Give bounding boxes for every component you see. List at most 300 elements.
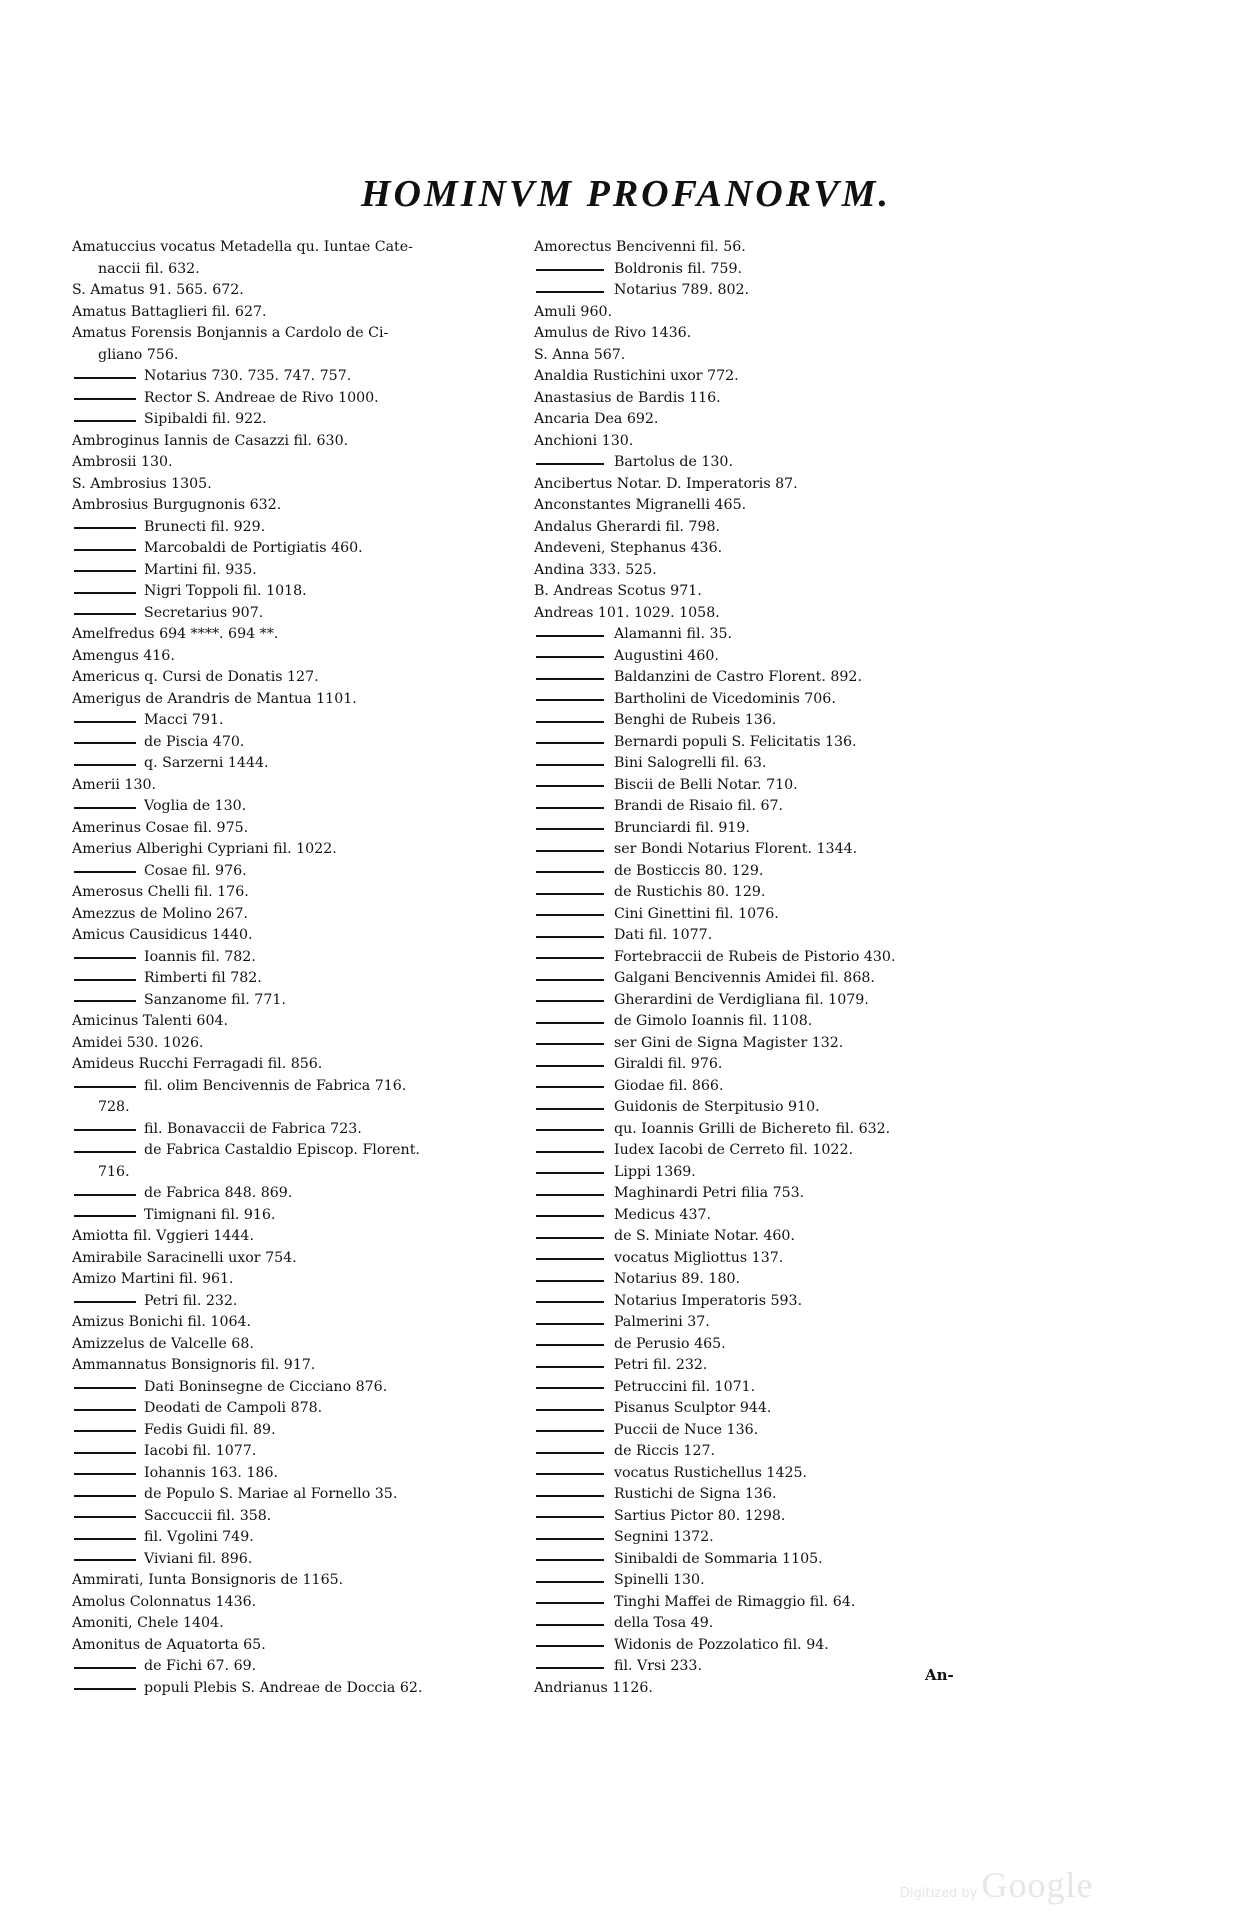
ditto-dash — [72, 1420, 144, 1442]
index-entry — [534, 968, 994, 990]
index-entry — [534, 302, 994, 324]
ditto-dash — [534, 1011, 614, 1033]
index-entry-text: Petruccini fil. 1071. — [614, 1378, 756, 1395]
index-entry — [72, 280, 527, 302]
index-entry — [534, 882, 994, 904]
index-entry — [534, 1011, 994, 1033]
index-entry — [72, 947, 527, 969]
index-entry — [534, 1291, 994, 1313]
index-entry-text: Bartolus de 130. — [614, 454, 733, 470]
index-entry — [72, 882, 527, 904]
index-entry — [72, 603, 527, 625]
index-entry — [534, 1054, 994, 1076]
ditto-dash — [534, 689, 614, 711]
ditto-dash — [534, 1355, 614, 1377]
index-entry-text: Rimberti fil 782. — [144, 970, 262, 986]
index-entry-text: Notarius 730. 735. 747. 757. — [144, 368, 352, 384]
index-entry-text: Secretarius 907. — [144, 604, 264, 621]
index-entry — [534, 474, 994, 496]
index-entry-text: Amelfredus 694 ****. 694 **. — [72, 626, 279, 642]
index-entry-text: Marcobaldi de Portigiatis 460. — [144, 540, 363, 556]
index-entry — [534, 689, 994, 711]
ditto-dash — [72, 603, 144, 625]
ditto-dash — [534, 990, 614, 1012]
index-entry-text: Giodae fil. 866. — [614, 1077, 724, 1094]
index-entry-text: Andrianus 1126. — [534, 1679, 653, 1696]
watermark-logo: Google — [981, 1865, 1094, 1905]
index-entry — [534, 280, 994, 302]
index-entry-text: de Gimolo Ioannis fil. 1108. — [614, 1013, 813, 1029]
index-entry — [534, 1119, 994, 1141]
index-entry-text: Palmerini 37. — [614, 1314, 710, 1330]
index-entry-text: Amolus Colonnatus 1436. — [72, 1593, 257, 1610]
index-entry — [72, 1269, 527, 1291]
index-entry-text: Amezzus de Molino 267. — [72, 905, 248, 922]
index-entry — [72, 259, 527, 281]
index-entry-text: Puccii de Nuce 136. — [614, 1421, 759, 1438]
index-entry-text: Boldronis fil. 759. — [614, 260, 742, 277]
ditto-dash — [72, 796, 144, 818]
index-entry-text: fil. Vrsi 233. — [614, 1658, 702, 1674]
index-entry — [72, 1183, 527, 1205]
ditto-dash — [72, 1377, 144, 1399]
index-entry — [72, 753, 527, 775]
index-entry — [72, 538, 527, 560]
index-entry — [72, 581, 527, 603]
index-entry-text: ser Gini de Signa Magister 132. — [614, 1034, 844, 1051]
ditto-dash — [72, 1527, 144, 1549]
index-entry — [534, 1592, 994, 1614]
ditto-dash — [534, 1635, 614, 1657]
index-entry-text: Voglia de 130. — [144, 798, 247, 814]
index-entry-text: Americus q. Cursi de Donatis 127. — [72, 669, 319, 685]
index-entry-text: Ambroginus Iannis de Casazzi fil. 630. — [72, 432, 349, 449]
index-entry-text: Maghinardi Petri filia 753. — [614, 1185, 805, 1201]
index-entry-text: Bernardi populi S. Felicitatis 136. — [614, 733, 857, 750]
index-entry-text: Rustichi de Signa 136. — [614, 1486, 777, 1502]
index-entry-text: Martini fil. 935. — [144, 561, 257, 578]
index-entry-text: Amicinus Talenti 604. — [72, 1013, 229, 1029]
index-entry — [534, 517, 994, 539]
index-entry-text: Amerigus de Arandris de Mantua 1101. — [72, 690, 357, 707]
index-entry — [72, 1205, 527, 1227]
index-entry-text: naccii fil. 632. — [98, 260, 200, 277]
index-entry-text: Lippi 1369. — [614, 1163, 696, 1180]
ditto-dash — [534, 710, 614, 732]
ditto-dash — [72, 1205, 144, 1227]
index-entry — [72, 1527, 527, 1549]
catchword: An- — [925, 1666, 954, 1684]
index-entry — [72, 1011, 527, 1033]
ditto-dash — [72, 366, 144, 388]
ditto-dash — [534, 1441, 614, 1463]
index-entry — [534, 1226, 994, 1248]
index-entry — [534, 1420, 994, 1442]
index-entry-text: q. Sarzerni 1444. — [144, 755, 269, 771]
index-entry-text: 728. — [98, 1099, 130, 1115]
index-entry — [72, 345, 527, 367]
index-entry-text: Biscii de Belli Notar. 710. — [614, 776, 798, 793]
index-column-right — [534, 237, 994, 1699]
ditto-dash — [534, 839, 614, 861]
index-entry-text: gliano 756. — [98, 346, 179, 363]
index-entry — [72, 1054, 527, 1076]
index-entry-text: vocatus Rustichellus 1425. — [614, 1464, 808, 1481]
index-entry — [72, 1162, 527, 1184]
index-entry — [72, 495, 527, 517]
index-entry-text: Notarius 89. 180. — [614, 1271, 741, 1287]
ditto-dash — [534, 1054, 614, 1076]
index-entry — [534, 1506, 994, 1528]
index-entry-text: de Populo S. Mariae al Fornello 35. — [144, 1486, 398, 1502]
index-entry-text: Ancibertus Notar. D. Imperatoris 87. — [534, 475, 798, 492]
index-entry-text: Deodati de Campoli 878. — [144, 1400, 323, 1416]
ditto-dash — [534, 1463, 614, 1485]
index-entry — [72, 1033, 527, 1055]
index-entry-text: della Tosa 49. — [614, 1615, 714, 1631]
index-entry — [534, 947, 994, 969]
index-entry-text: Amizzelus de Valcelle 68. — [72, 1335, 254, 1352]
index-entry — [534, 581, 994, 603]
index-entry — [72, 990, 527, 1012]
index-entry-text: Petri fil. 232. — [144, 1292, 238, 1309]
index-entry-text: fil. Vgolini 749. — [144, 1529, 254, 1545]
index-entry — [72, 1291, 527, 1313]
index-entry-text: Segnini 1372. — [614, 1529, 714, 1545]
ditto-dash — [534, 861, 614, 883]
index-entry — [72, 1398, 527, 1420]
index-entry — [72, 925, 527, 947]
ditto-dash — [534, 796, 614, 818]
index-entry — [72, 1312, 527, 1334]
index-entry — [534, 1140, 994, 1162]
index-entry — [72, 409, 527, 431]
index-entry-text: de Perusio 465. — [614, 1335, 726, 1352]
ditto-dash — [534, 947, 614, 969]
ditto-dash — [72, 753, 144, 775]
index-entry-text: de Fabrica Castaldio Episcop. Florent. — [144, 1142, 420, 1158]
index-entry — [72, 861, 527, 883]
index-entry-text: S. Amatus 91. 565. 672. — [72, 282, 244, 298]
index-entry — [534, 1441, 994, 1463]
index-entry — [534, 753, 994, 775]
digitized-watermark — [900, 1864, 1093, 1906]
index-entry — [72, 517, 527, 539]
index-entry-text: Andeveni, Stephanus 436. — [534, 540, 723, 556]
ditto-dash — [72, 710, 144, 732]
index-entry-text: Ancaria Dea 692. — [534, 411, 659, 427]
index-entry-text: Petri fil. 232. — [614, 1357, 708, 1373]
index-entry — [534, 1570, 994, 1592]
index-entry — [534, 366, 994, 388]
index-entry-text: Cosae fil. 976. — [144, 862, 247, 879]
index-entry-text: Widonis de Pozzolatico fil. 94. — [614, 1636, 829, 1653]
ditto-dash — [534, 1420, 614, 1442]
index-entry-text: Amonitus de Aquatorta 65. — [72, 1636, 266, 1653]
index-entry-text: Sipibaldi fil. 922. — [144, 411, 267, 427]
index-entry-text: Dati Boninsegne de Cicciano 876. — [144, 1378, 388, 1395]
index-entry-text: Amerosus Chelli fil. 176. — [72, 884, 249, 900]
index-entry — [72, 1076, 527, 1098]
index-entry-text: Andalus Gherardi fil. 798. — [534, 518, 721, 535]
index-entry-text: de Fabrica 848. 869. — [144, 1185, 293, 1201]
index-entry-text: Brunciardi fil. 919. — [614, 819, 750, 836]
index-entry-text: Ammirati, Iunta Bonsignoris de 1165. — [72, 1572, 344, 1588]
index-entry-text: Ioannis fil. 782. — [144, 948, 256, 965]
index-entry — [72, 474, 527, 496]
index-entry — [534, 1205, 994, 1227]
ditto-dash — [534, 1613, 614, 1635]
index-entry-text: S. Anna 567. — [534, 346, 626, 363]
index-entry — [72, 1570, 527, 1592]
index-entry — [534, 667, 994, 689]
ditto-dash — [72, 1441, 144, 1463]
index-entry — [534, 775, 994, 797]
index-entry — [72, 1613, 527, 1635]
index-entry-text: fil. olim Bencivennis de Fabrica 716. — [144, 1077, 407, 1094]
ditto-dash — [72, 1398, 144, 1420]
index-entry — [534, 1334, 994, 1356]
ditto-dash — [534, 818, 614, 840]
index-entry — [72, 1635, 527, 1657]
index-entry — [534, 1097, 994, 1119]
index-entry-text: Rector S. Andreae de Rivo 1000. — [144, 389, 379, 406]
index-entry — [72, 646, 527, 668]
ditto-dash — [534, 1377, 614, 1399]
index-entry-text: Brunecti fil. 929. — [144, 518, 266, 535]
index-entry — [72, 1119, 527, 1141]
index-entry-text: Amiotta fil. Vggieri 1444. — [72, 1228, 254, 1244]
ditto-dash — [534, 646, 614, 668]
ditto-dash — [534, 1226, 614, 1248]
index-entry — [534, 1484, 994, 1506]
index-entry — [534, 1162, 994, 1184]
index-entry-text: ser Bondi Notarius Florent. 1344. — [614, 841, 858, 857]
index-entry — [72, 1097, 527, 1119]
index-entry — [534, 1527, 994, 1549]
index-entry — [534, 603, 994, 625]
ditto-dash — [534, 1506, 614, 1528]
index-entry — [534, 646, 994, 668]
index-entry-text: vocatus Migliottus 137. — [614, 1249, 784, 1266]
index-entry — [534, 1635, 994, 1657]
ditto-dash — [534, 259, 614, 281]
index-entry-text: Baldanzini de Castro Florent. 892. — [614, 669, 862, 685]
ditto-dash — [72, 1183, 144, 1205]
index-entry-text: Amidei 530. 1026. — [72, 1034, 204, 1051]
index-entry — [72, 818, 527, 840]
ditto-dash — [72, 581, 144, 603]
index-entry-text: Amorectus Bencivenni fil. 56. — [534, 239, 746, 255]
index-entry — [534, 259, 994, 281]
index-entry-text: Anconstantes Migranelli 465. — [534, 497, 747, 513]
page-title: HOMINVM PROFANORVM. — [360, 173, 892, 215]
index-entry-text: Analdia Rustichini uxor 772. — [534, 368, 739, 384]
index-entry-text: Spinelli 130. — [614, 1572, 705, 1588]
index-entry — [72, 1678, 527, 1700]
index-entry-text: Galgani Bencivennis Amidei fil. 868. — [614, 970, 875, 986]
index-entry — [534, 1312, 994, 1334]
index-entry — [72, 323, 527, 345]
ditto-dash — [534, 1076, 614, 1098]
ditto-dash — [534, 775, 614, 797]
index-entry-text: Notarius Imperatoris 593. — [614, 1292, 803, 1309]
index-entry-text: Iudex Iacobi de Cerreto fil. 1022. — [614, 1142, 853, 1158]
index-entry-text: Iacobi fil. 1077. — [144, 1443, 257, 1459]
index-entry-text: Fedis Guidi fil. 89. — [144, 1421, 276, 1438]
index-entry — [534, 1377, 994, 1399]
index-entry — [534, 839, 994, 861]
ditto-dash — [534, 1248, 614, 1270]
ditto-dash — [534, 1570, 614, 1592]
ditto-dash — [534, 732, 614, 754]
index-entry-text: Sartius Pictor 80. 1298. — [614, 1507, 786, 1524]
index-entry — [72, 667, 527, 689]
index-entry — [534, 323, 994, 345]
index-entry-text: Saccuccii fil. 358. — [144, 1507, 272, 1524]
index-entry — [534, 560, 994, 582]
index-entry-text: Amatus Forensis Bonjannis a Cardolo de Ci- — [72, 325, 389, 341]
index-entry-text: Tinghi Maffei de Rimaggio fil. 64. — [614, 1593, 856, 1610]
index-entry-text: Alamanni fil. 35. — [614, 626, 733, 642]
ditto-dash — [534, 667, 614, 689]
index-entry — [534, 1549, 994, 1571]
index-entry — [534, 345, 994, 367]
index-entry-text: Ammannatus Bonsignoris fil. 917. — [72, 1357, 316, 1373]
ditto-dash — [534, 1183, 614, 1205]
index-entry — [534, 990, 994, 1012]
watermark-small: Digitized by — [900, 1886, 978, 1901]
ditto-dash — [534, 1140, 614, 1162]
ditto-dash — [534, 1549, 614, 1571]
ditto-dash — [534, 1162, 614, 1184]
index-entry-text: Macci 791. — [144, 712, 224, 728]
index-entry-text: Brandi de Risaio fil. 67. — [614, 798, 784, 814]
index-entry — [72, 1656, 527, 1678]
ditto-dash — [534, 753, 614, 775]
index-entry-text: Pisanus Sculptor 944. — [614, 1400, 772, 1416]
ditto-dash — [72, 861, 144, 883]
index-entry — [72, 431, 527, 453]
ditto-dash — [72, 1463, 144, 1485]
index-entry — [72, 302, 527, 324]
index-entry-text: Iohannis 163. 186. — [144, 1464, 279, 1481]
ditto-dash — [72, 1656, 144, 1678]
index-entry — [72, 1549, 527, 1571]
index-entry-text: de Riccis 127. — [614, 1443, 716, 1459]
index-entry — [534, 1355, 994, 1377]
index-entry-text: Andreas 101. 1029. 1058. — [534, 604, 720, 621]
index-entry-text: Bartholini de Vicedominis 706. — [614, 690, 836, 707]
index-entry-text: Amirabile Saracinelli uxor 754. — [72, 1249, 297, 1266]
index-entry — [72, 1484, 527, 1506]
index-entry — [534, 904, 994, 926]
ditto-dash — [534, 1398, 614, 1420]
index-entry — [72, 1592, 527, 1614]
index-entry — [72, 1140, 527, 1162]
index-entry — [72, 366, 527, 388]
index-entry-text: Ambrosius Burgugnonis 632. — [72, 497, 282, 513]
index-entry-text: Andina 333. 525. — [534, 561, 657, 578]
index-entry — [72, 452, 527, 474]
index-entry — [72, 1420, 527, 1442]
index-entry — [72, 968, 527, 990]
index-entry-text: Amizo Martini fil. 961. — [72, 1271, 234, 1287]
index-entry — [534, 409, 994, 431]
index-entry — [534, 1076, 994, 1098]
index-entry-text: Timignani fil. 916. — [144, 1206, 276, 1223]
index-entry-text: Anastasius de Bardis 116. — [534, 389, 721, 406]
index-entry-text: Guidonis de Sterpitusio 910. — [614, 1099, 820, 1115]
index-entry-text: Fortebraccii de Rubeis de Pistorio 430. — [614, 948, 896, 965]
index-entry-text: Sinibaldi de Sommaria 1105. — [614, 1550, 823, 1567]
index-entry-text: B. Andreas Scotus 971. — [534, 583, 702, 599]
ditto-dash — [72, 1484, 144, 1506]
ditto-dash — [534, 1484, 614, 1506]
index-entry — [534, 732, 994, 754]
index-entry-text: Augustini 460. — [614, 647, 719, 664]
ditto-dash — [534, 1205, 614, 1227]
index-entry — [534, 431, 994, 453]
index-entry — [534, 1183, 994, 1205]
index-entry — [72, 1355, 527, 1377]
ditto-dash — [72, 968, 144, 990]
index-entry — [534, 1463, 994, 1485]
ditto-dash — [534, 1656, 614, 1678]
index-entry-text: Amatus Battaglieri fil. 627. — [72, 303, 267, 320]
ditto-dash — [534, 1334, 614, 1356]
index-entry — [72, 237, 527, 259]
index-entry — [534, 925, 994, 947]
ditto-dash — [72, 517, 144, 539]
index-entry-text: populi Plebis S. Andreae de Doccia 62. — [144, 1679, 423, 1696]
index-entry-text: Nigri Toppoli fil. 1018. — [144, 583, 307, 599]
ditto-dash — [72, 1506, 144, 1528]
index-entry-text: Giraldi fil. 976. — [614, 1056, 723, 1072]
index-entry-text: Amicus Causidicus 1440. — [72, 927, 253, 943]
index-entry-text: Amatuccius vocatus Metadella qu. Iuntae Cate- — [72, 239, 413, 255]
ditto-dash — [72, 990, 144, 1012]
index-entry-text: qu. Ioannis Grilli de Bichereto fil. 632. — [614, 1120, 891, 1137]
ditto-dash — [534, 1312, 614, 1334]
index-entry — [72, 904, 527, 926]
index-entry-text: Amuli 960. — [534, 303, 613, 320]
index-entry-text: Amerius Alberighi Cypriani fil. 1022. — [72, 841, 337, 857]
index-entry — [72, 1377, 527, 1399]
index-entry-text: Medicus 437. — [614, 1206, 712, 1223]
index-entry — [72, 388, 527, 410]
index-entry — [534, 1269, 994, 1291]
ditto-dash — [534, 1527, 614, 1549]
ditto-dash — [534, 904, 614, 926]
index-entry-text: Sanzanome fil. 771. — [144, 991, 286, 1008]
ditto-dash — [72, 1076, 144, 1098]
index-entry — [534, 861, 994, 883]
index-entry — [534, 1033, 994, 1055]
index-entry-text: Anchioni 130. — [534, 432, 634, 449]
index-entry — [72, 732, 527, 754]
index-entry — [534, 538, 994, 560]
index-entry-text: Gherardini de Verdigliana fil. 1079. — [614, 991, 869, 1008]
index-entry — [534, 624, 994, 646]
index-entry-text: Amengus 416. — [72, 647, 175, 664]
index-entry — [72, 624, 527, 646]
index-entry-text: de S. Miniate Notar. 460. — [614, 1228, 795, 1244]
index-entry — [534, 1613, 994, 1635]
index-entry-text: de Fichi 67. 69. — [144, 1658, 257, 1674]
index-entry — [72, 1463, 527, 1485]
index-entry-text: Amulus de Rivo 1436. — [534, 325, 692, 341]
